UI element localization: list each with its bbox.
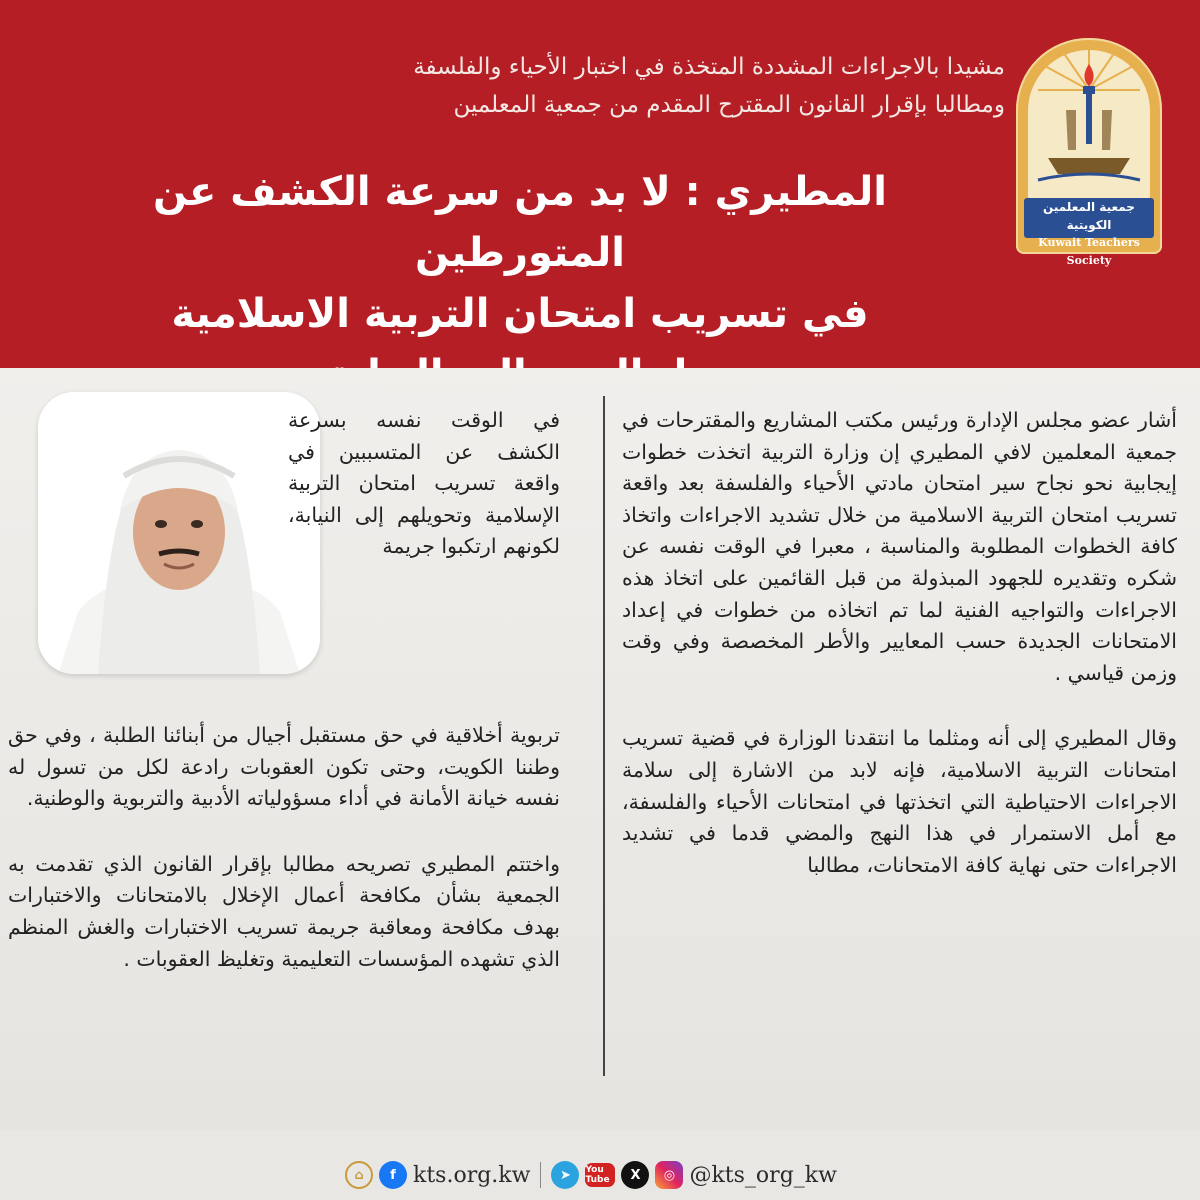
logo-name-arabic: جمعية المعلمين الكويتية	[1043, 200, 1135, 232]
article-left-column	[8, 720, 560, 1009]
x-icon[interactable]: X	[621, 1161, 649, 1189]
kts-logo	[1016, 38, 1162, 267]
social-bar	[345, 1157, 837, 1193]
telegram-icon[interactable]: ➤	[551, 1161, 579, 1189]
torch-ship-icon	[1028, 50, 1150, 200]
logo-emblem	[1028, 50, 1150, 200]
footer-separator	[540, 1162, 541, 1188]
subtitle-line: ومطالبا بإقرار القانون المقترح المقدم من جمعية المعلمين	[453, 92, 1005, 118]
title-line: في تسريب امتحان التربية الاسلامية	[171, 291, 869, 337]
article-paragraph: وقال المطيري إلى أنه ومثلما ما انتقدنا الوزارة في قضية تسريب امتحانات التربية الاسلامية، فإنه لابد من الاشارة إلى سلامة الاجراءات الاحتياطية التي اتخذتها في امتحانات الأحياء والفلسفة، مع أمل الاستمرار في هذا النهج والمضي قدما في تشديد الاجراءات حتى نهاية كافة الامتحانات، مطالبا	[622, 726, 1177, 877]
logo-ribbon	[1024, 198, 1154, 267]
article-right-column	[622, 405, 1177, 915]
article-paragraph: واختتم المطيري تصريحه مطالبا بإقرار القانون الذي تقدمت به الجمعية بشأن مكافحة أعمال الإخلال بالامتحانات والاختبارات بهدف مكافحة ومعاقبة جريمة تسريب الاختبارات والغش المنظم الذي تشهده المؤسسات التعليمية وتغليظ العقوبات .	[8, 851, 560, 971]
article-left-column-top	[288, 405, 560, 597]
facebook-icon[interactable]: f	[379, 1161, 407, 1189]
person-portrait-icon	[38, 392, 320, 674]
home-icon[interactable]: ⌂	[345, 1161, 373, 1189]
logo-name-english: Kuwait Teachers Society	[1038, 236, 1140, 267]
subtitle-line: مشيدا بالاجراءات المشددة المتخذة في اختبار الأحياء والفلسفة	[413, 54, 1005, 80]
instagram-icon[interactable]: ◎	[655, 1161, 683, 1189]
social-handle[interactable]: @kts_org_kw	[689, 1162, 837, 1188]
column-divider	[603, 396, 605, 1076]
headline-subtitle	[105, 48, 1005, 124]
website-link[interactable]: kts.org.kw	[413, 1162, 531, 1188]
portrait-photo	[38, 392, 320, 674]
article-paragraph: تربوية أخلاقية في حق مستقبل أجيال من أبنائنا الطلبة ، وفي حق وطننا الكويت، وحتى تكون العقوبات رادعة لكل من تسول له نفسه خيانة الأمانة في أداء مسؤولياته الأدبية والتربوية والوطنية.	[8, 723, 560, 811]
title-line: المطيري : لا بد من سرعة الكشف عن المتورطين	[153, 169, 887, 276]
youtube-icon[interactable]: You Tube	[585, 1163, 615, 1187]
article-paragraph: في الوقت نفسه بسرعة الكشف عن المتسببين في واقعة تسريب امتحان التربية الإسلامية وتحويلهم إلى النيابة، لكونهم ارتكبوا جريمة	[288, 408, 560, 559]
article-paragraph: أشار عضو مجلس الإدارة ورئيس مكتب المشاريع والمقترحات في جمعية المعلمين لافي المطيري إن وزارة التربية اتخذت خطوات إيجابية نحو نجاح سير امتحان مادتي الأحياء والفلسفة بعد واقعة تسريب امتحان التربية الاسلامية من خلال تشديد الاجراءات واتخاذ كافة الخطوات المطلوبة والمناسبة ، معبرا في الوقت نفسه عن شكره وتقديره للجهود المبذولة من قبل القائمين على اتخاذ هذه الاجراءات والتواجيه الفنية لما تم اتخاذه من خطوات في إعداد الامتحانات الجديدة حسب المعايير والأطر المخصصة وفي وقت وزمن قياسي .	[622, 408, 1177, 685]
